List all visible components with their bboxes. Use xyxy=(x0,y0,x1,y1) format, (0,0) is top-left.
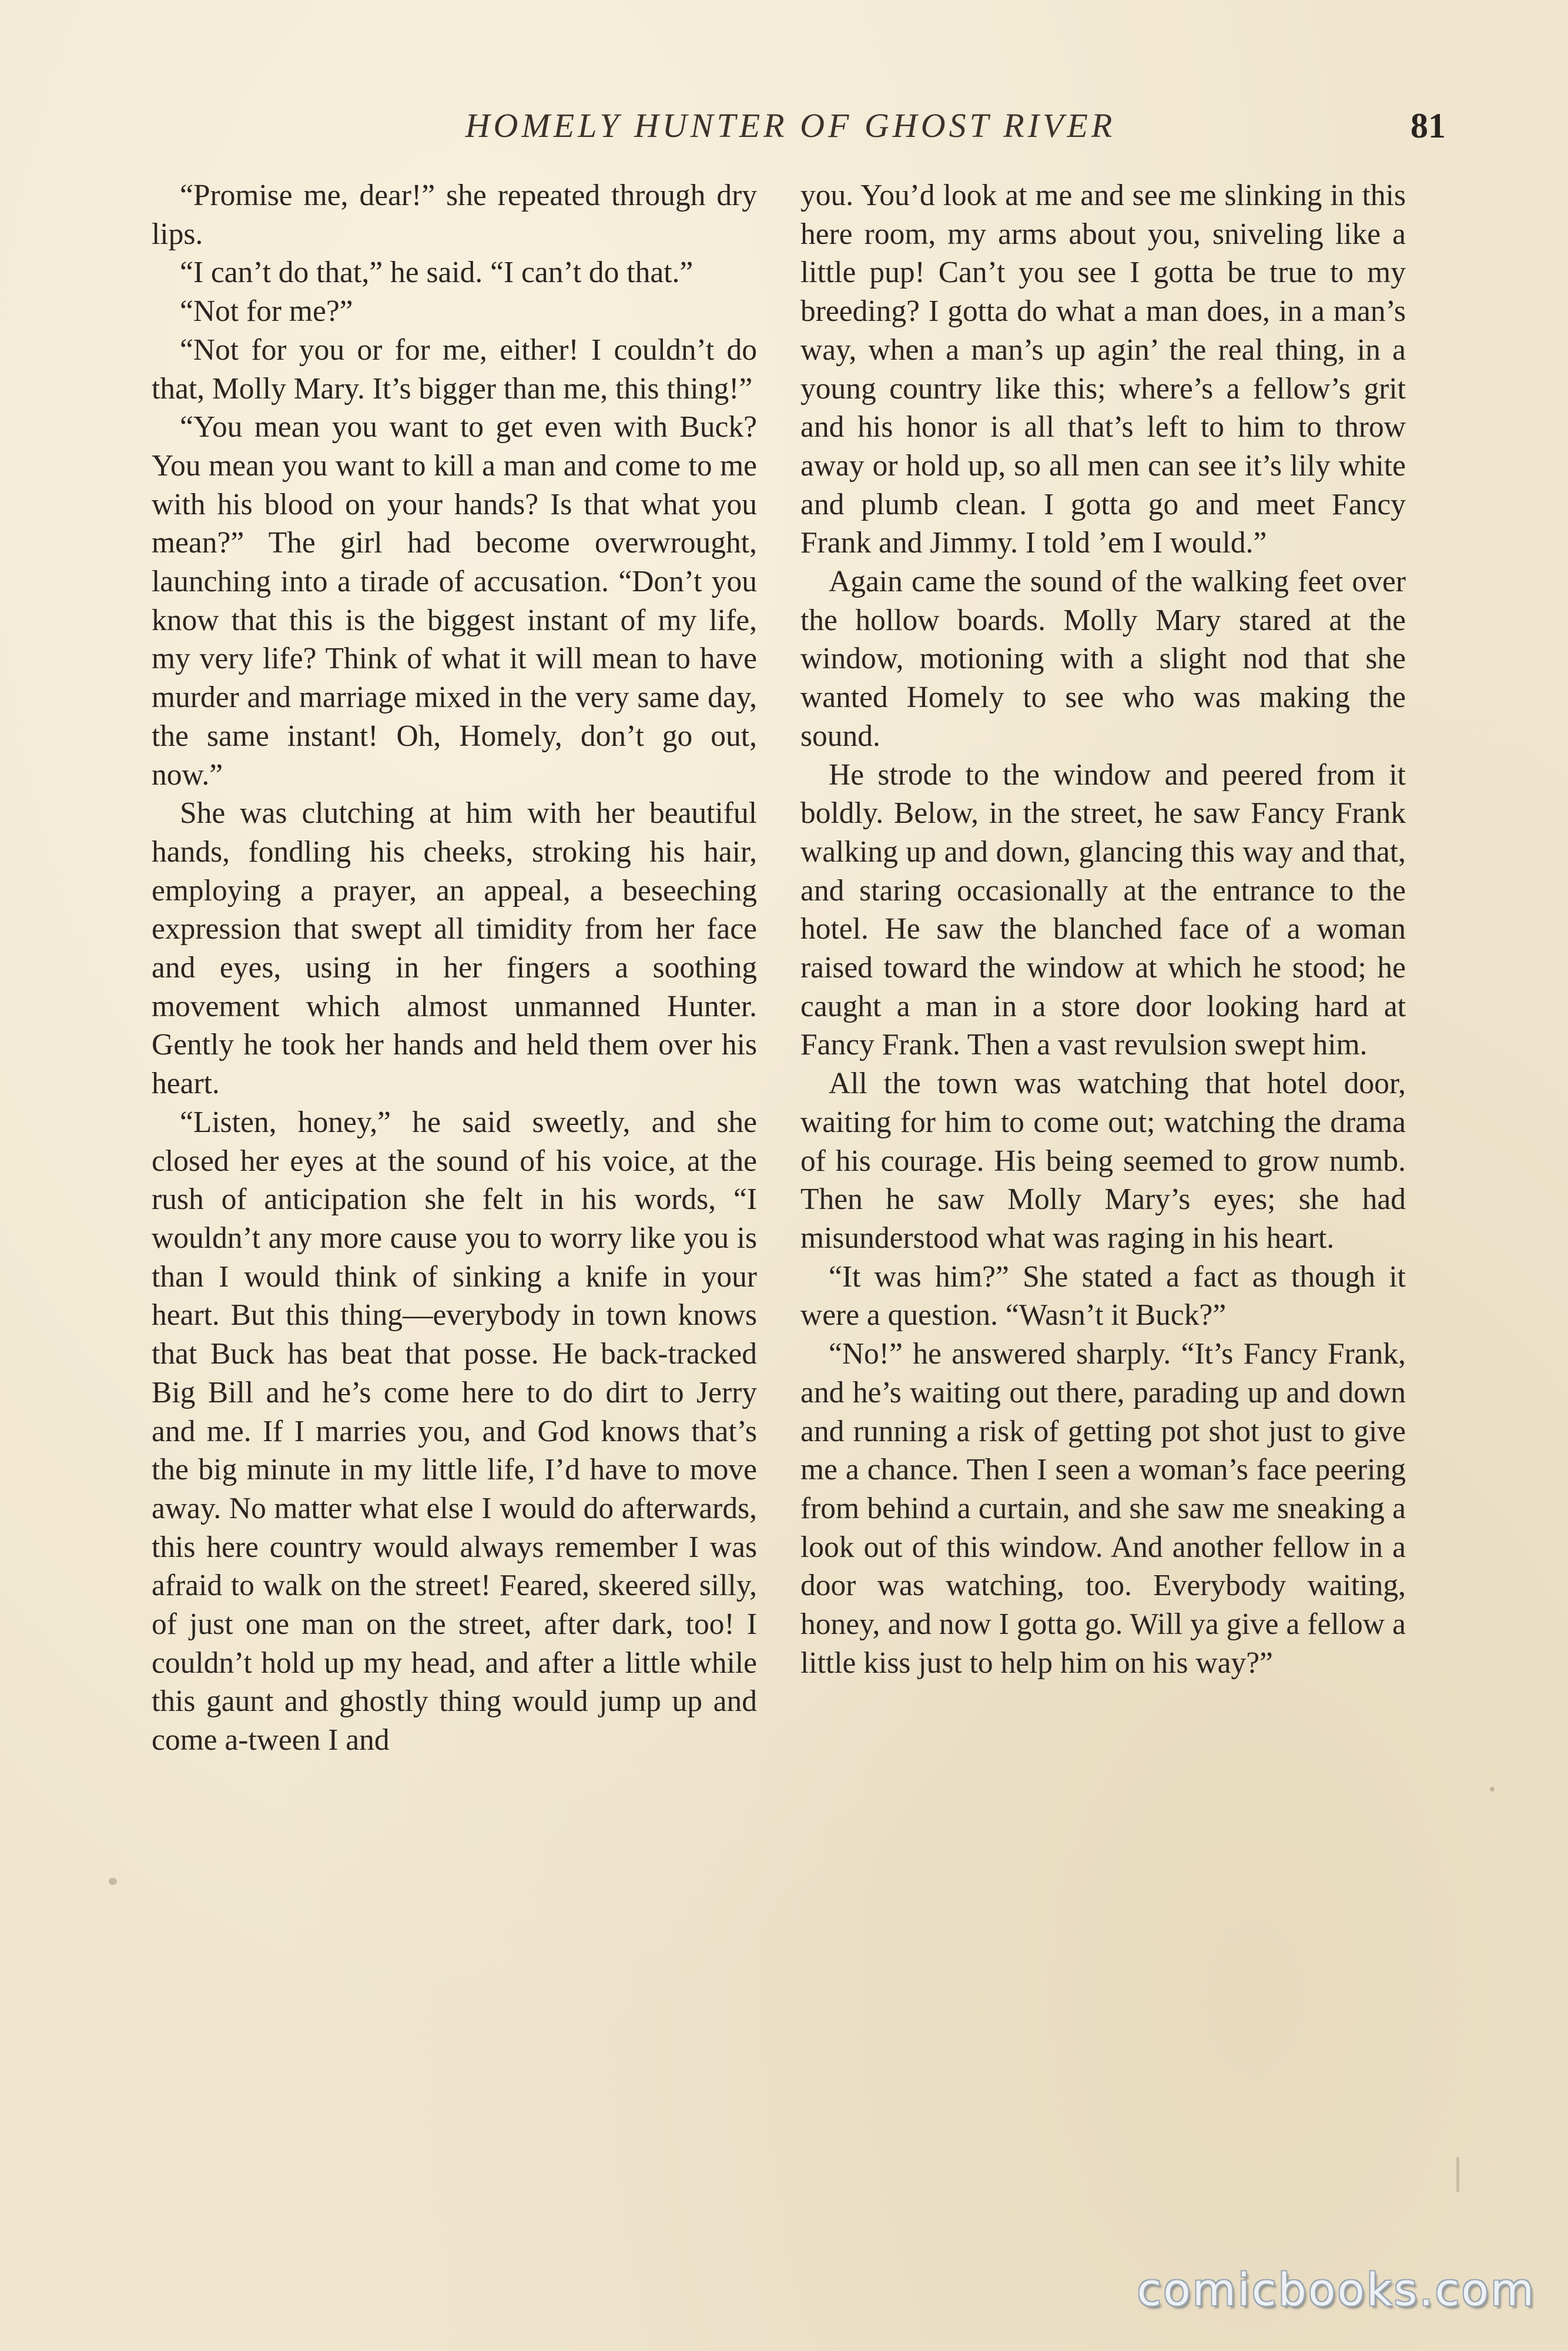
paragraph-continued: you. You’d look at me and see me slinking in this here room, my arms about you, sniveling like a little pup! Can’t you see I gotta be true to my breeding? I gotta do what a man does, in a man’s way, when a man’s up agin’ the real thing, in a young country like this; where’s a fellow’s grit and his honor is all that’s left to him to throw away or hold up, so all men can see it’s lily white and plumb clean. I gotta go and meet Fancy Frank and Jimmy. I told ’em I would.” xyxy=(800,179,1406,560)
ink-speck xyxy=(109,1878,117,1885)
paragraph: “It was him?” She stated a fact as though it were a question. “Wasn’t it Buck?” xyxy=(800,1260,1406,1332)
paragraph: Again came the sound of the walking feet over the hollow boards. Molly Mary stared at the window, motioning with a slight nod that she wanted Homely to see who was making the sound. xyxy=(800,565,1406,753)
paragraph: “Promise me, dear!” she repeated through dry lips. xyxy=(152,179,757,251)
paragraph: She was clutching at him with her beautiful hands, fondling his cheeks, stroking his hair, employing a prayer, an appeal, a beseeching expression that swept all timidity from her face and eyes, using in her fingers a soothing movement which almost unmanned Hunter. Gently he took her hands and held them over his heart. xyxy=(152,796,757,1101)
paragraph: “You mean you want to get even with Buck? You mean you want to kill a man and come to me with his blood on your hands? Is that what you mean?” The girl had become overwrought, launching into a tirade of accusation. “Don’t you know that this is the biggest instant of my life, my very life? Think of what it will mean to have murder and marriage mixed in the very same day, the same instant! Oh, Homely, don’t go out, now.” xyxy=(152,410,757,792)
paragraph: “Listen, honey,” he said sweetly, and she closed her eyes at the sound of his voice, at the rush of anticipation she felt in his words, “I wouldn’t any more cause you to worry like you is than I would think of sinking a knife in your heart. But this thing—everybody in town knows that Buck has beat that posse. He back-tracked Big Bill and he’s come here to do dirt to Jerry and me. If I marries you, and God knows that’s the big minute in my little life, I’d have to move away. No matter what else I would do afterwards, this here country would always remember I was afraid to walk on the street! Feared, skeered silly, of just one man on the street, after dark, too! I couldn’t hold up my head, and after a little while this gaunt and ghostly thing would jump up and come a-tween I and xyxy=(152,1105,757,1757)
paragraph: He strode to the window and peered from it boldly. Below, in the street, he saw Fancy Frank walking up and down, glancing this way and that, and staring occasionally at the entrance to the hotel. He saw the blanched face of a woman raised toward the window at which he stood; he caught a man in a store door looking hard at Fancy Frank. Then a vast revulsion swept him. xyxy=(800,758,1406,1062)
right-column xyxy=(800,176,1406,1682)
watermark-logo: comicbooks.com xyxy=(1137,2263,1536,2316)
paragraph: “No!” he answered sharply. “It’s Fancy Frank, and he’s waiting out there, parading up and down and running a risk of getting pot shot just to give me a chance. Then I seen a woman’s face peering from behind a curtain, and she saw me sneaking a look out of this window. And another fellow in a door was watching, too. Everybody waiting, honey, and now I gotta go. Will ya give a fellow a little kiss just to help him on his way?” xyxy=(800,1337,1406,1680)
ink-speck xyxy=(1490,1787,1495,1791)
page-number: 81 xyxy=(1410,106,1446,145)
paragraph: “Not for you or for me, either! I couldn’t do that, Molly Mary. It’s bigger than me, this thing!” xyxy=(152,333,757,406)
paragraph: All the town was watching that hotel door, waiting for him to come out; watching the drama of his courage. His being seemed to grow numb. Then he saw Molly Mary’s eyes; she had misunderstood what was raging in his heart. xyxy=(800,1067,1406,1255)
ink-speck xyxy=(1456,2157,1459,2192)
running-head-title: HOMELY HUNTER OF GHOST RIVER xyxy=(465,106,1116,145)
paragraph: “I can’t do that,” he said. “I can’t do that.” xyxy=(180,256,693,290)
running-head xyxy=(153,100,1446,153)
paragraph: “Not for me?” xyxy=(180,294,353,329)
left-column xyxy=(152,176,757,1760)
